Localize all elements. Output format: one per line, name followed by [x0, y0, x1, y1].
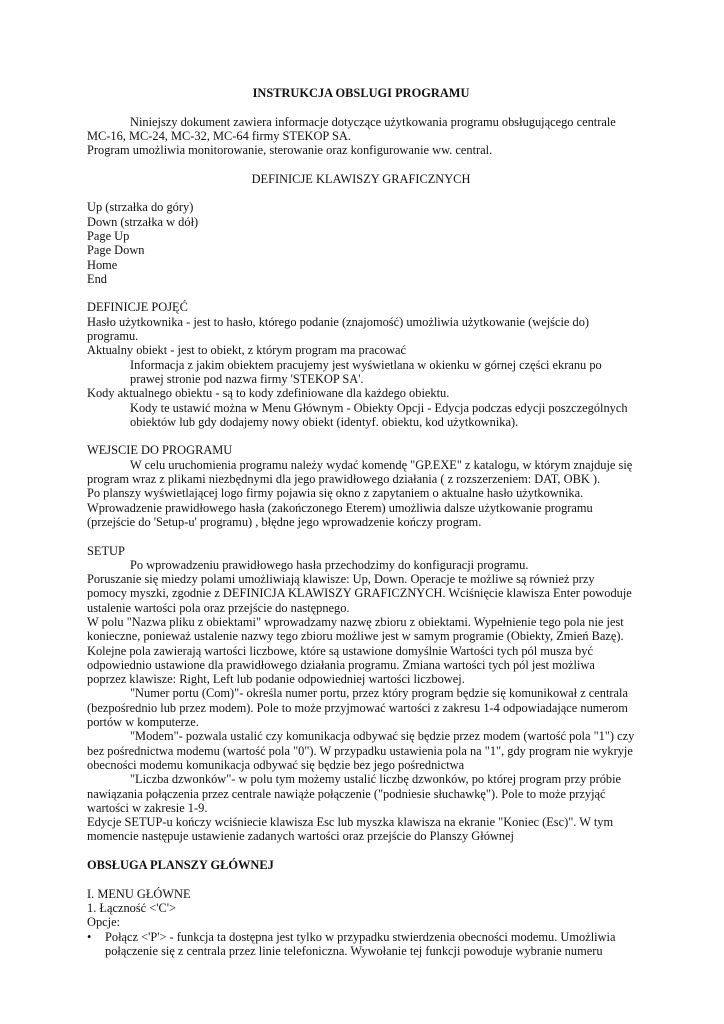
setup-paragraph: Edycje SETUP-u kończy wciśniecie klawisza Esc lub myszka klawisza na ekranie "Koniec (Esc)". W tym momencie następuje ustawienie zadanych wartości oraz przejście do Planszy Głównej — [87, 815, 614, 844]
main-screen-heading: OBSŁUGA PLANSZY GŁÓWNEJ — [87, 858, 274, 873]
key-definition: Up (strzałka do góry) — [87, 200, 194, 215]
setup-paragraph: "Numer portu (Com)"- określa numer portu, przez który program będzie się komunikował z centrala (bezpośrednio lub przez modem). Pole to może przyjmować wartości z zakresu 1-4 odpowiadające numerom portów w komputerze. — [87, 686, 629, 730]
entry-paragraph: W celu uruchomienia programu należy wydać komendę "GP.EXE" z katalogu, w którym znajduje się program wraz z plikami niezbędnymi dla jego prawidłowego działania ( z rozszerzeniem: DAT, OBK ). — [87, 457, 633, 487]
entry-heading: WEJSCIE DO PROGRAMU — [87, 443, 233, 458]
setup-paragraph: Poruszanie się miedzy polami umożliwiają klawisze: Up, Down. Operacje te możliwe są również przy pomocy myszki, zgodnie z DEFINICJA KLAWISZY GRAFICZNYCH. Wciśnięcie klawisza Enter powoduje ustalenie wartości pola oraz przejście do następnego. — [87, 572, 632, 615]
key-definition: End — [87, 271, 107, 286]
key-definition: Down (strzałka w dół) — [87, 214, 199, 229]
bullet-item — [87, 930, 635, 959]
keys-heading: DEFINICJE KLAWISZY GRAFICZNYCH — [251, 171, 471, 186]
key-definition: Page Down — [87, 243, 145, 258]
key-definition: Page Up — [87, 228, 130, 243]
concepts-heading: DEFINICJE POJĘĆ — [87, 300, 188, 315]
bullet-text: Połącz <'P'> - funkcja ta dostępna jest tylko w przypadku stwierdzenia obecności modemu. Umożliwia połączenie się z centrala przez linie telefoniczna. Wywołanie tej funkcji powoduje wybranie numeru — [105, 929, 616, 958]
setup-paragraph: "Modem"- pozwala ustalić czy komunikacja odbywać się będzie przez modem (wartość pola "1") czy bez pośrednictwa modemu (wartość pola "0"). W przypadku ustawienia pola na "1", gdy program nie wykryje obecności modemu komunikacja odbywać się będzie bez jego pośrednictwa — [87, 729, 635, 772]
intro-paragraph: Program umożliwia monitorowanie, sterowanie oraz konfigurowanie ww. central. — [87, 143, 493, 158]
menu-heading: I. MENU GŁÓWNE — [87, 886, 191, 901]
document-title: INSTRUKCJA OBSLUGI PROGRAMU — [252, 86, 470, 100]
setup-paragraph: Po wprowadzeniu prawidłowego hasła przechodzimy do konfiguracji programu. — [130, 557, 529, 572]
menu-item: 1. Łączność <'C'> — [87, 900, 176, 915]
setup-paragraph: W polu "Nazwa pliku z obiektami" wprowadzamy nazwę zbioru z obiektami. Wypełnienie tego pola nie jest konieczne, ponieważ ustalenie nazwy tego zbioru możliwe jest w samym programie (Obiekty, Zmień Bazę). Kolejne pola zawierają wartości liczbowe, które są ustawione domyślnie Wartości tych pól musza być odpowiednio ustawione dla prawidłowego działania programu. Zmiana wartości tych pól jest możliwa poprzez klawisze: Right, Left lub podanie odpowiedniej wartości liczbowej. — [87, 614, 624, 687]
key-definition: Home — [87, 257, 118, 272]
document-page — [87, 86, 635, 958]
entry-paragraph: Wprowadzenie prawidłowego hasła (zakończonego Eterem) umożliwia dalsze użytkowanie programu (przejście do 'Setup-u' programu) , błędne jego wprowadzenie kończy program. — [87, 500, 593, 529]
concept-note: Informacja z jakim obiektem pracujemy jest wyświetlana w okienku w górnej części ekranu po prawej stronie pod nazwa firmy 'STEKOP SA'. — [130, 357, 602, 386]
setup-heading: SETUP — [87, 543, 125, 558]
concept-definition: Kody aktualnego obiektu - są to kody zdefiniowane dla każdego obiektu. — [87, 386, 450, 401]
options-label: Opcje: — [87, 915, 121, 930]
entry-paragraph: Po planszy wyświetlającej logo firmy pojawia się okno z zapytaniem o aktualne hasło użytkownika. — [87, 486, 584, 501]
concept-note: Kody te ustawić można w Menu Głównym - Obiekty Opcji - Edycja podczas edycji poszczególnych obiektów lub gdy dodajemy nowy obiekt (identyf. obiektu, kod użytkownika). — [130, 400, 628, 429]
concept-definition: Aktualny obiekt - jest to obiekt, z którym program ma pracować — [87, 343, 406, 358]
intro-paragraph: Niniejszy dokument zawiera informacje dotyczące użytkowania programu obsługującego centrale MC-16, MC-24, MC-32, MC-64 firmy STEKOP SA. — [87, 114, 616, 143]
setup-paragraph: "Liczba dzwonków"- w polu tym możemy ustalić liczbę dzwonków, po której program przy próbie nawiązania połączenia przez centrale nawiąże połączenie ("podniesie słuchawkę"). Pole to może przyjąć wartości w zakresie 1-9. — [87, 772, 622, 815]
bullet-icon: • — [87, 929, 92, 944]
concept-definition: Hasło użytkownika - jest to hasło, którego podanie (znajomość) umożliwia użytkowanie (wejście do) programu. — [87, 314, 590, 344]
